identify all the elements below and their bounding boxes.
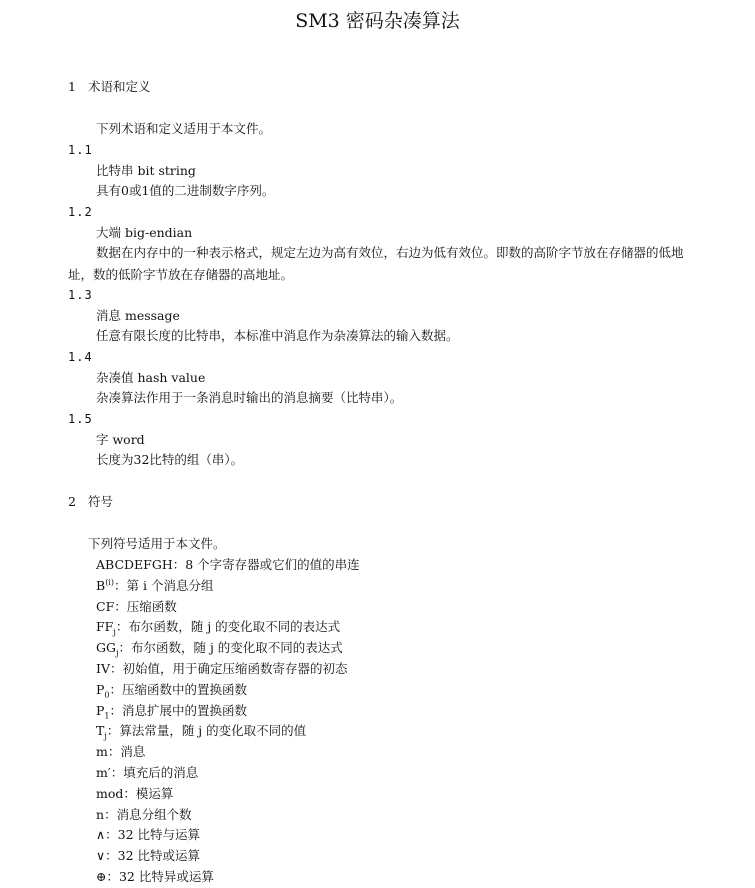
section-2-heading: [68, 493, 113, 511]
term-name: 字 word: [96, 432, 145, 447]
symbol-subscript: j: [113, 627, 116, 637]
symbol-subscript: j: [115, 648, 119, 658]
symbol-row: [96, 785, 173, 803]
section-title: 术语和定义: [88, 79, 151, 94]
symbol-row: [96, 826, 200, 844]
term-name: 消息 message: [96, 308, 180, 323]
term-definition: 具有0或1值的二进制数字序列。: [96, 183, 275, 198]
symbol-description: ：消息: [107, 744, 146, 760]
symbol-name: CF: [96, 598, 115, 614]
symbol-name: FF: [96, 619, 114, 635]
symbol-name: mod: [96, 785, 124, 801]
term-definition: 杂凑算法作用于一条消息时输出的消息摘要（比特串）。: [96, 390, 403, 405]
symbol-row: [96, 660, 347, 678]
term-number: 1.4: [68, 350, 93, 364]
symbol-row: [96, 556, 360, 574]
symbol-subscript: 1: [104, 711, 110, 721]
symbol-description: ：32 比特异或运算: [106, 869, 214, 884]
symbol-name: n: [96, 806, 105, 822]
term-number: 1.5: [68, 412, 93, 426]
term-name: 杂凑值 hash value: [96, 370, 206, 385]
section-2-intro: 下列符号适用于本文件。: [88, 536, 226, 551]
symbol-name: ABCDEFGH: [96, 557, 173, 572]
term-definition: 任意有限长度的比特串，本标准中消息作为杂凑算法的输入数据。: [96, 328, 459, 343]
symbol-subscript: 0: [104, 690, 110, 700]
symbol-description: ：模运算: [123, 785, 174, 801]
section-title: 符号: [88, 494, 114, 509]
symbol-name: P: [96, 702, 105, 718]
term-number: 1.3: [68, 288, 93, 302]
symbol-description: ：初始值，用于确定压缩函数寄存器的初态: [109, 661, 348, 676]
symbol-row: [96, 598, 177, 616]
symbol-name: P: [96, 681, 105, 697]
section-number: 1: [68, 79, 76, 94]
symbol-subscript: j: [104, 731, 107, 741]
symbol-name: B: [96, 577, 106, 593]
symbol-description: ：算法常量，随 j 的变化取不同的值: [106, 723, 307, 739]
symbol-name: IV: [96, 661, 110, 676]
symbol-description: ：压缩函数中的置换函数: [109, 681, 248, 697]
symbol-row: [96, 681, 247, 699]
symbol-description: ：第 i 个消息分组: [114, 577, 214, 593]
term-name: 大端 big-endian: [96, 225, 193, 240]
symbol-row: [96, 618, 340, 636]
symbol-name: T: [96, 723, 105, 739]
term-number: 1.2: [68, 205, 93, 219]
symbol-description: ：填充后的消息: [110, 765, 199, 780]
document-title: SM3 密码杂凑算法: [295, 10, 460, 32]
symbol-name: m: [96, 744, 108, 760]
symbol-name: GG: [96, 640, 116, 656]
symbol-row: [96, 806, 192, 824]
section-1-heading: [68, 78, 151, 96]
symbol-row: [96, 639, 343, 657]
symbol-description: ：8 个字寄存器或它们的值的串连: [172, 557, 360, 572]
symbol-row: [96, 577, 213, 595]
symbol-description: ：压缩函数: [114, 598, 177, 614]
symbol-name: ∧: [96, 827, 106, 843]
symbol-description: ：布尔函数，随 j 的变化取不同的表达式: [115, 619, 341, 635]
symbol-row: [96, 847, 200, 865]
symbol-row: [96, 702, 247, 720]
symbol-description: ：消息分组个数: [104, 806, 192, 822]
symbol-superscript: (i): [105, 577, 114, 587]
symbol-description: ：32 比特与运算: [105, 827, 201, 843]
term-number: 1.1: [68, 143, 93, 157]
term-definition: 数据在内存中的一种表示格式，规定左边为高有效位，右边为低有效位。即数的高阶字节放在存储器的低地址，数的低阶字节放在存储器的高地址。: [68, 245, 684, 282]
symbol-row: [96, 743, 145, 761]
symbol-description: ：布尔函数，随 j 的变化取不同的表达式: [118, 640, 343, 656]
symbol-description: ：32 比特或运算: [105, 848, 201, 864]
section-1-intro: 下列术语和定义适用于本文件。: [96, 121, 272, 136]
symbol-name: ∨: [96, 848, 106, 864]
term-name: 比特串 bit string: [96, 163, 196, 178]
term-definition: 长度为32比特的组（串）。: [96, 452, 244, 467]
symbol-row: [96, 868, 214, 886]
symbol-description: ：消息扩展中的置换函数: [109, 702, 248, 718]
symbol-row: [96, 764, 198, 782]
symbol-name: ⊕: [96, 869, 107, 884]
section-number: 2: [68, 494, 76, 509]
symbol-name: m′: [96, 765, 111, 780]
symbol-row: [96, 722, 306, 740]
